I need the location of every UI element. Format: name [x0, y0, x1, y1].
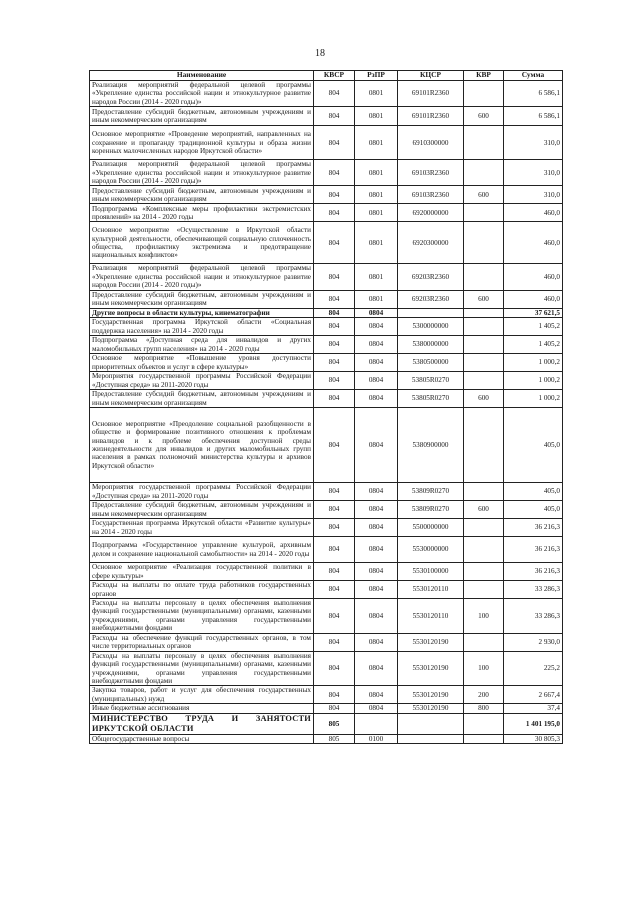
row-kcsr	[398, 734, 464, 743]
row-rzpr: 0804	[355, 372, 398, 390]
row-kvr	[464, 204, 504, 222]
header-kvsr: КВСР	[314, 71, 355, 81]
row-kvr	[464, 308, 504, 317]
row-kvr: 600	[464, 290, 504, 308]
row-sum: 37 621,5	[504, 308, 563, 317]
row-kcsr: 69101R2360	[398, 107, 464, 126]
row-sum: 405,0	[504, 501, 563, 519]
table-row	[90, 633, 563, 651]
page-number: 18	[315, 48, 325, 59]
row-sum: 310,0	[504, 126, 563, 160]
table-row	[90, 563, 563, 581]
table-row	[90, 599, 563, 634]
row-kcsr: 5380000000	[398, 336, 464, 354]
row-sum: 405,0	[504, 408, 563, 483]
row-kcsr: 6910300000	[398, 126, 464, 160]
budget-table	[89, 70, 563, 744]
row-name: Другие вопросы в области культуры, кинематографии	[90, 308, 314, 317]
row-kcsr: 5530000000	[398, 537, 464, 563]
header-rzpr: РзПР	[355, 71, 398, 81]
row-kvr	[464, 519, 504, 537]
row-kvsr: 804	[314, 501, 355, 519]
row-sum: 405,0	[504, 483, 563, 501]
row-name: Мероприятия государственной программы Российской Федерации «Доступная среда» на 2011-2020 годы	[90, 372, 314, 390]
row-kcsr: 6920300000	[398, 222, 464, 264]
table-row	[90, 713, 563, 734]
row-kvsr: 804	[314, 290, 355, 308]
row-rzpr: 0804	[355, 501, 398, 519]
row-rzpr: 0801	[355, 264, 398, 290]
row-kvsr: 804	[314, 126, 355, 160]
row-name: МИНИСТЕРСТВО ТРУДА И ЗАНЯТОСТИ ИРКУТСКОЙ ОБЛАСТИ	[90, 713, 314, 734]
row-kvr: 600	[464, 390, 504, 408]
row-name: Предоставление субсидий бюджетным, автономным учреждениям и иным некоммерческим организациям	[90, 390, 314, 408]
row-rzpr: 0804	[355, 354, 398, 372]
row-kvr	[464, 222, 504, 264]
row-name: Государственная программа Иркутской области «Социальная поддержка населения» на 2014 - 2020 годы	[90, 318, 314, 336]
table-row	[90, 354, 563, 372]
row-kvsr: 804	[314, 408, 355, 483]
row-name: Предоставление субсидий бюджетным, автономным учреждениям и иным некоммерческим организациям	[90, 501, 314, 519]
row-kcsr: 5530120190	[398, 704, 464, 713]
row-sum: 6 586,1	[504, 107, 563, 126]
table-row	[90, 390, 563, 408]
row-rzpr: 0804	[355, 519, 398, 537]
row-sum: 1 000,2	[504, 354, 563, 372]
row-name: Основное мероприятие «Проведение мероприятий, направленных на сохранение и пропаганду традиционной культуры и образа жизни коренных малочисленных народов Иркутской области»	[90, 126, 314, 160]
row-kvr	[464, 160, 504, 186]
row-kvr	[464, 563, 504, 581]
row-name: Основное мероприятие «Повышение уровня доступности приоритетных объектов и услуг в сфере культуры»	[90, 354, 314, 372]
row-rzpr: 0804	[355, 633, 398, 651]
row-name: Предоставление субсидий бюджетным, автономным учреждениям и иным некоммерческим организациям	[90, 186, 314, 204]
row-kvr	[464, 264, 504, 290]
row-rzpr: 0801	[355, 186, 398, 204]
row-kvsr: 804	[314, 264, 355, 290]
row-kcsr: 69203R2360	[398, 290, 464, 308]
row-kcsr: 5530120190	[398, 651, 464, 686]
row-name: Подпрограмма «Комплексные меры профилактики экстремистских проявлений» на 2014 - 2020 годы	[90, 204, 314, 222]
row-rzpr: 0804	[355, 563, 398, 581]
table-row	[90, 308, 563, 317]
row-rzpr: 0804	[355, 390, 398, 408]
table-row	[90, 408, 563, 483]
table-row	[90, 160, 563, 186]
table-header-row	[90, 71, 563, 81]
row-kvr	[464, 734, 504, 743]
table-row	[90, 126, 563, 160]
row-kvsr: 804	[314, 204, 355, 222]
row-sum: 225,2	[504, 651, 563, 686]
row-sum: 1 405,2	[504, 336, 563, 354]
row-kcsr: 5530120190	[398, 633, 464, 651]
row-name: Иные бюджетные ассигнования	[90, 704, 314, 713]
row-name: Расходы на обеспечение функций государственных органов, в том числе территориальных органов	[90, 633, 314, 651]
row-kvr	[464, 537, 504, 563]
row-kvr	[464, 336, 504, 354]
row-kvsr: 804	[314, 563, 355, 581]
row-rzpr: 0801	[355, 222, 398, 264]
row-kvr: 100	[464, 651, 504, 686]
row-rzpr: 0804	[355, 704, 398, 713]
table-row	[90, 651, 563, 686]
row-sum: 30 805,3	[504, 734, 563, 743]
row-kvsr: 804	[314, 372, 355, 390]
row-kcsr: 5380500000	[398, 354, 464, 372]
row-kcsr: 5530100000	[398, 563, 464, 581]
row-kcsr: 5500000000	[398, 519, 464, 537]
row-kvr: 800	[464, 704, 504, 713]
row-name: Основное мероприятие «Осуществление в Иркутской области культурной деятельности, обеспечивающей социальную сплоченность общества, профилактику экстремизма и предотвращение национальных конфликтов»	[90, 222, 314, 264]
row-rzpr: 0804	[355, 336, 398, 354]
row-kvr	[464, 126, 504, 160]
row-kvr: 600	[464, 186, 504, 204]
row-kvsr: 804	[314, 160, 355, 186]
row-kvsr: 805	[314, 734, 355, 743]
row-kvr: 600	[464, 501, 504, 519]
row-kvsr: 804	[314, 336, 355, 354]
row-sum: 460,0	[504, 204, 563, 222]
row-sum: 310,0	[504, 160, 563, 186]
row-kcsr: 69103R2360	[398, 160, 464, 186]
row-kvsr: 804	[314, 308, 355, 317]
row-sum: 310,0	[504, 186, 563, 204]
row-sum: 460,0	[504, 290, 563, 308]
row-name: Закупка товаров, работ и услуг для обеспечения государственных (муниципальных) нужд	[90, 686, 314, 704]
row-name: Предоставление субсидий бюджетным, автономным учреждениям и иным некоммерческим организациям	[90, 107, 314, 126]
row-kvsr: 804	[314, 686, 355, 704]
table-row	[90, 81, 563, 107]
row-sum: 2 667,4	[504, 686, 563, 704]
table-body	[90, 81, 563, 744]
row-kvsr: 804	[314, 633, 355, 651]
row-sum: 460,0	[504, 222, 563, 264]
row-kcsr: 6920000000	[398, 204, 464, 222]
row-sum: 1 401 195,0	[504, 713, 563, 734]
row-kvr: 100	[464, 599, 504, 634]
row-name: Реализация мероприятий федеральной целевой программы «Укрепление единства российской нации и этнокультурное развитие народов России (2014 - 2020 годы)»	[90, 160, 314, 186]
row-kcsr: 5530120110	[398, 581, 464, 599]
row-sum: 2 930,0	[504, 633, 563, 651]
row-rzpr: 0801	[355, 126, 398, 160]
row-kvsr: 804	[314, 651, 355, 686]
table-row	[90, 686, 563, 704]
table-row	[90, 318, 563, 336]
table-row	[90, 204, 563, 222]
row-kvr	[464, 81, 504, 107]
table-row	[90, 336, 563, 354]
row-kvsr: 804	[314, 519, 355, 537]
header-kvr: КВР	[464, 71, 504, 81]
table-row	[90, 372, 563, 390]
row-kcsr	[398, 308, 464, 317]
row-kvsr: 805	[314, 713, 355, 734]
row-kvsr: 804	[314, 354, 355, 372]
table-row	[90, 186, 563, 204]
row-name: Государственная программа Иркутской области «Развитие культуры» на 2014 - 2020 годы	[90, 519, 314, 537]
row-kvsr: 804	[314, 581, 355, 599]
row-kcsr: 53805R0270	[398, 372, 464, 390]
row-kcsr: 5530120190	[398, 686, 464, 704]
table-row	[90, 704, 563, 713]
row-kvr	[464, 318, 504, 336]
row-kvsr: 804	[314, 704, 355, 713]
table-row	[90, 290, 563, 308]
table-row	[90, 222, 563, 264]
row-kvsr: 804	[314, 81, 355, 107]
row-rzpr: 0804	[355, 308, 398, 317]
row-rzpr: 0804	[355, 318, 398, 336]
row-sum: 37,4	[504, 704, 563, 713]
row-kvr	[464, 581, 504, 599]
row-rzpr: 0804	[355, 651, 398, 686]
row-kvr	[464, 713, 504, 734]
row-name: Реализация мероприятий федеральной целевой программы «Укрепление единства российской нации и этнокультурное развитие народов России (2014 - 2020 годы)»	[90, 81, 314, 107]
row-rzpr: 0804	[355, 599, 398, 634]
row-name: Расходы на выплаты персоналу в целях обеспечения выполнения функций государственными (муниципальными) органами, казенными учреждениями, органами управления государственными внебюджетными фондами	[90, 599, 314, 634]
row-sum: 1 405,2	[504, 318, 563, 336]
row-kcsr	[398, 713, 464, 734]
row-name: Расходы на выплаты персоналу в целях обеспечения выполнения функций государственными (муниципальными) органами, казенными учреждениями, органами управления государственными внебюджетными фондами	[90, 651, 314, 686]
row-name: Подпрограмма «Государственное управление культурой, архивным делом и сохранение национальной самобытности» на 2014 - 2020 годы	[90, 537, 314, 563]
row-rzpr: 0801	[355, 160, 398, 186]
row-kvsr: 804	[314, 222, 355, 264]
row-kvsr: 804	[314, 537, 355, 563]
row-kcsr: 69203R2360	[398, 264, 464, 290]
row-rzpr: 0100	[355, 734, 398, 743]
row-rzpr: 0804	[355, 537, 398, 563]
row-name: Расходы на выплаты по оплате труда работников государственных органов	[90, 581, 314, 599]
header-sum: Сумма	[504, 71, 563, 81]
row-kcsr: 69101R2360	[398, 81, 464, 107]
row-name: Мероприятия государственной программы Российской Федерации «Доступная среда» на 2011-2020 годы	[90, 483, 314, 501]
table-row	[90, 483, 563, 501]
table-row	[90, 537, 563, 563]
row-sum: 33 286,3	[504, 581, 563, 599]
row-kcsr: 5530120110	[398, 599, 464, 634]
row-sum: 36 216,3	[504, 537, 563, 563]
row-kcsr: 5380900000	[398, 408, 464, 483]
row-sum: 1 000,2	[504, 372, 563, 390]
table-row	[90, 107, 563, 126]
row-kvr	[464, 354, 504, 372]
row-kvr: 200	[464, 686, 504, 704]
row-name: Подпрограмма «Доступная среда для инвалидов и других маломобильных групп населения» на 2014 - 2020 годы	[90, 336, 314, 354]
row-kcsr: 53809R0270	[398, 501, 464, 519]
row-kcsr: 53805R0270	[398, 390, 464, 408]
row-name: Основное мероприятие «Преодоление социальной разобщенности в обществе и формирование позитивного отношения к проблемам инвалидов и к проблеме обеспечения доступной среды жизнедеятельности для инвалидов и других маломобильных групп населения в рамках полномочий министерства культуры и архивов Иркутской области»	[90, 408, 314, 483]
row-name: Предоставление субсидий бюджетным, автономным учреждениям и иным некоммерческим организациям	[90, 290, 314, 308]
row-sum: 1 000,2	[504, 390, 563, 408]
row-name: Реализация мероприятий федеральной целевой программы «Укрепление единства российской нации и этнокультурное развитие народов России (2014 - 2020 годы)»	[90, 264, 314, 290]
row-rzpr	[355, 713, 398, 734]
row-kvr	[464, 483, 504, 501]
row-sum: 6 586,1	[504, 81, 563, 107]
row-rzpr: 0804	[355, 686, 398, 704]
row-rzpr: 0804	[355, 408, 398, 483]
row-kvsr: 804	[314, 483, 355, 501]
row-rzpr: 0801	[355, 290, 398, 308]
row-kcsr: 5300000000	[398, 318, 464, 336]
row-kvsr: 804	[314, 186, 355, 204]
row-kcsr: 53809R0270	[398, 483, 464, 501]
row-kvsr: 804	[314, 390, 355, 408]
table-row	[90, 581, 563, 599]
table-row	[90, 734, 563, 743]
row-kvr	[464, 633, 504, 651]
row-kvsr: 804	[314, 599, 355, 634]
row-kvr	[464, 408, 504, 483]
table-row	[90, 519, 563, 537]
table-row	[90, 264, 563, 290]
row-kvsr: 804	[314, 107, 355, 126]
header-name: Наименование	[90, 71, 314, 81]
row-rzpr: 0804	[355, 581, 398, 599]
row-sum: 460,0	[504, 264, 563, 290]
row-sum: 36 216,3	[504, 563, 563, 581]
table-row	[90, 501, 563, 519]
row-rzpr: 0801	[355, 81, 398, 107]
row-kvr	[464, 372, 504, 390]
row-name: Основное мероприятие «Реализация государственной политики в сфере культуры»	[90, 563, 314, 581]
row-rzpr: 0801	[355, 204, 398, 222]
header-kcsr: КЦСР	[398, 71, 464, 81]
row-name: Общегосударственные вопросы	[90, 734, 314, 743]
row-kcsr: 69103R2360	[398, 186, 464, 204]
row-sum: 36 216,3	[504, 519, 563, 537]
row-kvsr: 804	[314, 318, 355, 336]
row-rzpr: 0804	[355, 483, 398, 501]
row-rzpr: 0801	[355, 107, 398, 126]
row-sum: 33 286,3	[504, 599, 563, 634]
row-kvr: 600	[464, 107, 504, 126]
